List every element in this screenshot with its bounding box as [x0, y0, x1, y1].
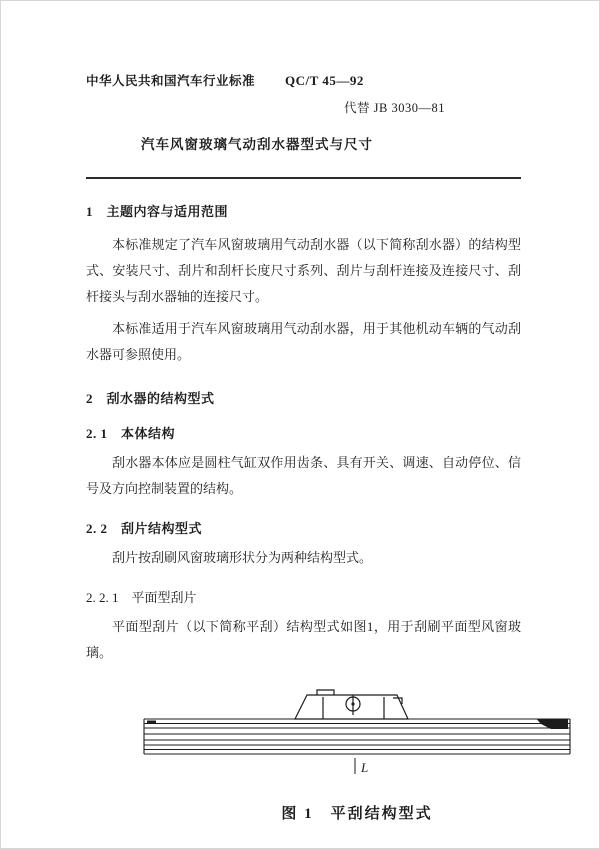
section-2-1-paragraph: 刮水器本体应是圆柱气缸双作用齿条、具有开关、调速、自动停位、信号及方向控制装置的结构。 — [86, 455, 521, 496]
section-1-paragraph-2: 本标准适用于汽车风窗玻璃用气动刮水器，用于其他机动车辆的气动刮水器可参照使用。 — [86, 321, 521, 362]
section-2-1-heading: 2. 1 本体结构 — [86, 426, 176, 441]
standard-org: 中华人民共和国汽车行业标准 — [86, 74, 256, 88]
wiper-blade-drawing — [141, 688, 573, 784]
bracket-pivot-hole — [351, 702, 354, 705]
page-content — [1, 1, 599, 823]
figure-dimension-label: L — [361, 760, 369, 775]
document-title: 汽车风窗玻璃气动刮水器型式与尺寸 — [141, 137, 373, 152]
standard-code: QC/T 45—92 — [285, 73, 364, 88]
blade-left-end-clip — [147, 721, 156, 725]
section-2-2-1-heading: 2. 2. 1 平面型刮片 — [86, 590, 197, 605]
blade-body — [144, 719, 570, 754]
figure-1 — [141, 688, 573, 823]
standard-replaces: 代替 JB 3030—81 — [344, 101, 445, 115]
section-1-heading: 1 主题内容与适用范围 — [86, 204, 229, 219]
document-header — [86, 71, 521, 89]
section-2-2-1-paragraph: 平面型刮片（以下简称平刮）结构型式如图1，用于刮刷平面型风窗玻璃。 — [86, 619, 521, 660]
section-2-2-paragraph: 刮片按刮刷风窗玻璃形状分为两种结构型式。 — [112, 550, 373, 565]
section-1-paragraph-1: 本标准规定了汽车风窗玻璃用气动刮水器（以下简称刮水器）的结构型式、安装尺寸、刮片和刮杆长度尺寸系列、刮片与刮杆连接及连接尺寸、刮杆接头与刮水器轴的连接尺寸。 — [86, 237, 521, 304]
section-2-heading: 2 刮水器的结构型式 — [86, 391, 215, 406]
title-divider — [86, 177, 521, 179]
section-2-2-heading: 2. 2 刮片结构型式 — [86, 521, 203, 536]
figure-1-caption: 图 1 平刮结构型式 — [281, 806, 433, 822]
